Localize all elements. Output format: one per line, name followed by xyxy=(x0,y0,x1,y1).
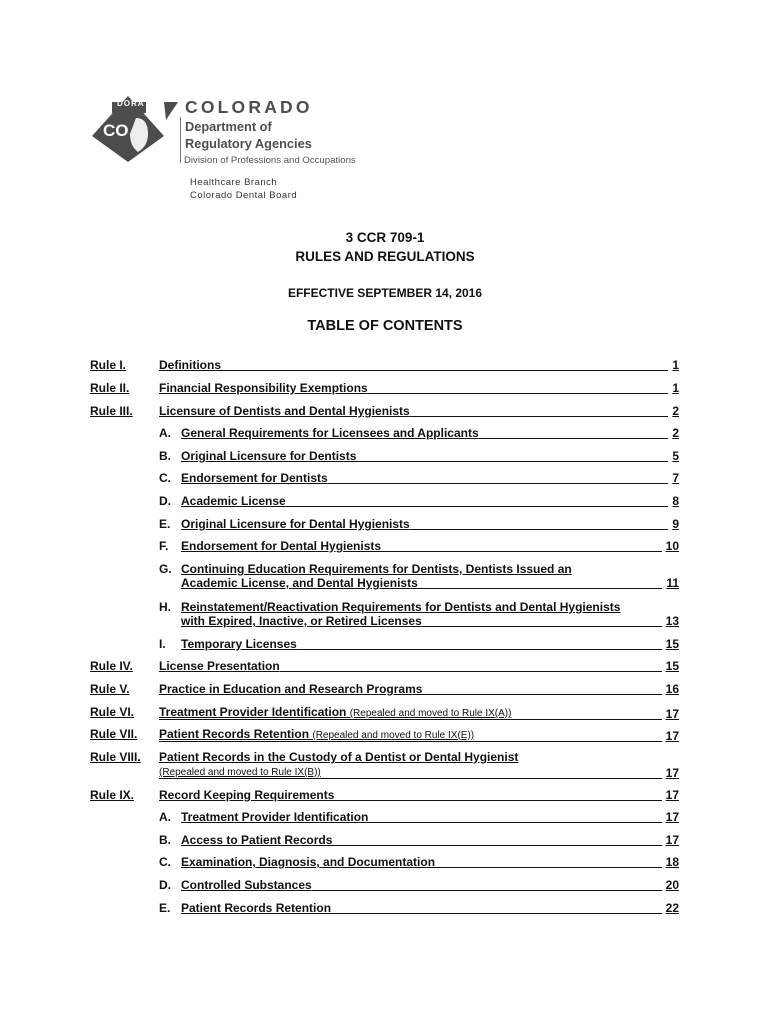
agency-state: COLORADO xyxy=(185,97,313,117)
rule-number: Rule IX. xyxy=(90,788,135,802)
section-title: General Requirements for Licensees and Applicants xyxy=(181,426,479,440)
branch-name: Healthcare Branch xyxy=(190,177,278,188)
rule-title: Treatment Provider Identification xyxy=(159,705,347,719)
rule-number: Rule IV. xyxy=(90,659,133,673)
document-title: RULES AND REGULATIONS xyxy=(295,249,475,264)
section-title: Examination, Diagnosis, and Documentation xyxy=(181,855,436,869)
page-number: 17 xyxy=(662,788,679,802)
agency-line-1: Department of xyxy=(185,119,272,134)
toc-heading: TABLE OF CONTENTS xyxy=(307,318,463,334)
page-number: 2 xyxy=(668,426,679,440)
page-number: 1 xyxy=(668,358,679,372)
page-number: 15 xyxy=(662,659,679,673)
section-title: Academic License xyxy=(181,494,286,508)
toc-subrow[interactable] xyxy=(0,600,770,630)
rule-title: Practice in Education and Research Programs xyxy=(159,682,423,696)
page-number: 10 xyxy=(662,539,679,553)
page-number: 1 xyxy=(668,381,679,395)
effective-date: EFFECTIVE SEPTEMBER 14, 2016 xyxy=(287,286,483,300)
toc-subrow[interactable] xyxy=(0,562,770,592)
repeal-note: (Repealed and moved to Rule IX(E)) xyxy=(312,730,475,741)
rule-number: Rule VIII. xyxy=(90,750,141,764)
rule-number: Rule I. xyxy=(90,358,127,372)
rule-number: Rule II. xyxy=(90,381,130,395)
page-number: 17 xyxy=(662,766,679,780)
section-title: Temporary Licenses xyxy=(181,637,297,651)
logo-divider xyxy=(180,117,181,163)
section-letter: E. xyxy=(159,901,171,915)
section-title: Original Licensure for Dentists xyxy=(181,449,357,463)
toc-row[interactable] xyxy=(0,750,770,780)
section-letter: C. xyxy=(159,855,171,869)
page-number: 17 xyxy=(662,810,679,824)
section-title: Controlled Substances xyxy=(181,878,312,892)
section-letter: B. xyxy=(159,833,171,847)
section-title: Treatment Provider Identification xyxy=(181,810,369,824)
section-title: Endorsement for Dental Hygienists xyxy=(181,539,382,553)
repeal-note: (Repealed and moved to Rule IX(B)) xyxy=(159,767,321,778)
section-letter: H. xyxy=(159,600,171,614)
agency-name-block xyxy=(180,97,356,166)
section-title: Original Licensure for Dental Hygienists xyxy=(181,517,410,531)
page-number: 8 xyxy=(668,494,679,508)
rule-title: Financial Responsibility Exemptions xyxy=(159,381,368,395)
page-number: 15 xyxy=(662,637,679,651)
repeal-note: (Repealed and moved to Rule IX(A)) xyxy=(349,708,512,719)
section-title-line-1: Continuing Education Requirements for Dentists, Dentists Issued an xyxy=(181,562,572,576)
section-letter: F. xyxy=(159,539,169,553)
page-number: 22 xyxy=(662,901,679,915)
section-letter: D. xyxy=(159,494,171,508)
rule-title: Licensure of Dentists and Dental Hygienists xyxy=(159,404,410,418)
section-letter: B. xyxy=(159,449,171,463)
regulation-number: 3 CCR 709-1 xyxy=(345,230,425,245)
page-number: 20 xyxy=(662,878,679,892)
logo-mark-text: CO xyxy=(103,121,129,140)
section-title: Endorsement for Dentists xyxy=(181,471,328,485)
rule-number: Rule V. xyxy=(90,682,130,696)
rule-title: Patient Records in the Custody of a Dentist or Dental Hygienist xyxy=(159,750,519,764)
rule-title: License Presentation xyxy=(159,659,280,673)
rule-title: Patient Records Retention xyxy=(159,727,310,741)
section-title: Patient Records Retention xyxy=(181,901,332,915)
logo-badge-text: DORA xyxy=(117,99,145,108)
section-title-line-1: Reinstatement/Reactivation Requirements for Dentists and Dental Hygienists xyxy=(181,600,621,614)
page-number: 18 xyxy=(662,855,679,869)
section-letter: E. xyxy=(159,517,171,531)
agency-line-2: Regulatory Agencies xyxy=(185,136,312,151)
rule-title: Record Keeping Requirements xyxy=(159,788,335,802)
section-letter: G. xyxy=(159,562,172,576)
page-number: 2 xyxy=(668,404,679,418)
page-number: 7 xyxy=(668,471,679,485)
section-title-line-2: Academic License, and Dental Hygienists xyxy=(159,576,418,590)
rule-title: Definitions xyxy=(159,358,221,372)
page-number: 11 xyxy=(662,576,679,590)
page-number: 16 xyxy=(662,682,679,696)
rule-number: Rule VII. xyxy=(90,727,138,741)
branch-block xyxy=(190,176,297,202)
section-title-line-2: with Expired, Inactive, or Retired Licenses xyxy=(159,614,422,628)
section-letter: D. xyxy=(159,878,171,892)
section-title: Access to Patient Records xyxy=(181,833,333,847)
page-number: 17 xyxy=(662,833,679,847)
division-name: Division of Professions and Occupations xyxy=(184,155,356,166)
section-letter: I. xyxy=(159,637,166,651)
board-name: Colorado Dental Board xyxy=(190,190,298,201)
section-letter: C. xyxy=(159,471,171,485)
rule-number: Rule VI. xyxy=(90,705,135,719)
section-letter: A. xyxy=(159,810,171,824)
page-number: 17 xyxy=(662,729,679,743)
page-number: 9 xyxy=(668,517,679,531)
section-letter: A. xyxy=(159,426,171,440)
rule-number: Rule III. xyxy=(90,404,133,418)
page-number: 17 xyxy=(662,707,679,721)
page-number: 13 xyxy=(662,614,679,628)
page-number: 5 xyxy=(668,449,679,463)
